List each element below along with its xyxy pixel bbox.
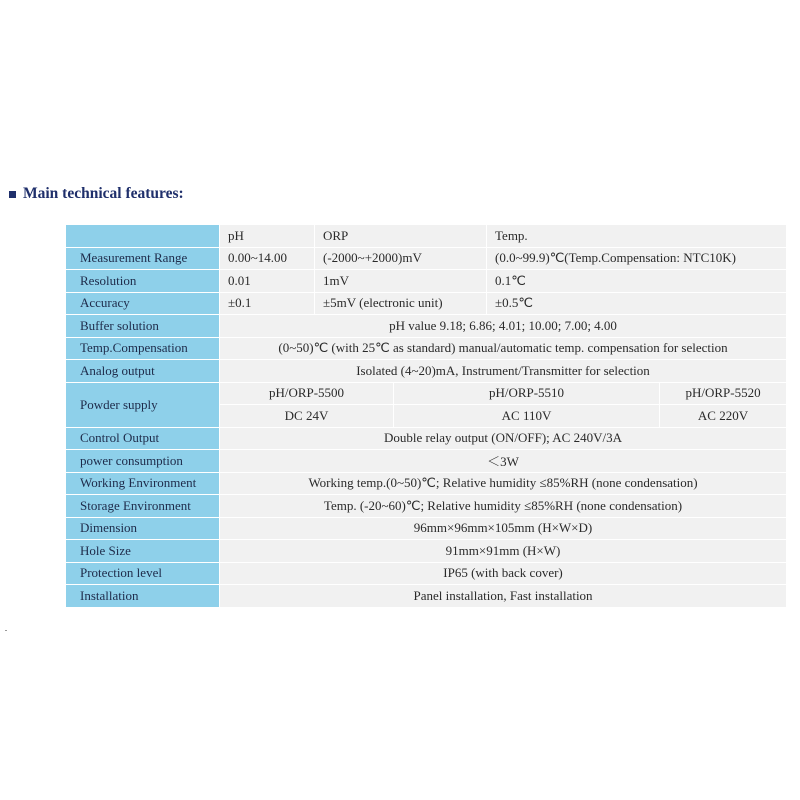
row-value: (0~50)℃ (with 25℃ as standard) manual/automatic temp. compensation for selection bbox=[220, 337, 787, 360]
row-label: Powder supply bbox=[66, 382, 220, 427]
row-value: IP65 (with back cover) bbox=[220, 562, 787, 585]
row-label: Working Environment bbox=[66, 472, 220, 495]
row-label: Installation bbox=[66, 585, 220, 608]
voltage-5510: AC 110V bbox=[394, 405, 660, 428]
header-orp: ORP bbox=[315, 225, 487, 248]
row-value: 96mm×96mm×105mm (H×W×D) bbox=[220, 517, 787, 540]
table-row bbox=[66, 270, 787, 293]
table-header-row bbox=[66, 225, 787, 248]
header-empty-cell bbox=[66, 225, 220, 248]
row-value: pH value 9.18; 6.86; 4.01; 10.00; 7.00; 4.00 bbox=[220, 315, 787, 338]
ph-value: ±0.1 bbox=[220, 292, 315, 315]
table-row bbox=[66, 292, 787, 315]
ph-value: 0.01 bbox=[220, 270, 315, 293]
table-row bbox=[66, 247, 787, 270]
model-5510: pH/ORP-5510 bbox=[394, 382, 660, 405]
stray-mark bbox=[5, 630, 7, 631]
table-row bbox=[66, 382, 787, 405]
table-row bbox=[66, 427, 787, 450]
specs-table bbox=[65, 224, 787, 608]
temp-value: (0.0~99.9)℃(Temp.Compensation: NTC10K) bbox=[487, 247, 787, 270]
table-row bbox=[66, 337, 787, 360]
row-label: Control Output bbox=[66, 427, 220, 450]
voltage-5500: DC 24V bbox=[220, 405, 394, 428]
row-label: Measurement Range bbox=[66, 247, 220, 270]
orp-value: (-2000~+2000)mV bbox=[315, 247, 487, 270]
row-label: Accuracy bbox=[66, 292, 220, 315]
row-value: Temp. (-20~60)℃; Relative humidity ≤85%RH (none condensation) bbox=[220, 495, 787, 518]
row-value: ＜3W bbox=[220, 450, 787, 473]
header-temp: Temp. bbox=[487, 225, 787, 248]
row-value: Panel installation, Fast installation bbox=[220, 585, 787, 608]
square-bullet-icon bbox=[9, 191, 16, 198]
row-label: Analog output bbox=[66, 360, 220, 383]
row-label: Buffer solution bbox=[66, 315, 220, 338]
table-row bbox=[66, 495, 787, 518]
model-5500: pH/ORP-5500 bbox=[220, 382, 394, 405]
orp-value: 1mV bbox=[315, 270, 487, 293]
temp-value: ±0.5℃ bbox=[487, 292, 787, 315]
header-ph: pH bbox=[220, 225, 315, 248]
row-value: 91mm×91mm (H×W) bbox=[220, 540, 787, 563]
row-label: Storage Environment bbox=[66, 495, 220, 518]
table-row bbox=[66, 360, 787, 383]
table-row bbox=[66, 472, 787, 495]
table-row bbox=[66, 517, 787, 540]
table-row bbox=[66, 562, 787, 585]
table-row bbox=[66, 585, 787, 608]
table-row bbox=[66, 540, 787, 563]
row-label: Hole Size bbox=[66, 540, 220, 563]
section-heading-text: Main technical features: bbox=[23, 185, 184, 202]
row-label: Dimension bbox=[66, 517, 220, 540]
row-label: Protection level bbox=[66, 562, 220, 585]
row-label: power consumption bbox=[66, 450, 220, 473]
model-5520: pH/ORP-5520 bbox=[660, 382, 787, 405]
row-label: Temp.Compensation bbox=[66, 337, 220, 360]
row-value: Double relay output (ON/OFF); AC 240V/3A bbox=[220, 427, 787, 450]
voltage-5520: AC 220V bbox=[660, 405, 787, 428]
temp-value: 0.1℃ bbox=[487, 270, 787, 293]
row-value: Isolated (4~20)mA, Instrument/Transmitter for selection bbox=[220, 360, 787, 383]
section-heading bbox=[9, 185, 184, 203]
orp-value: ±5mV (electronic unit) bbox=[315, 292, 487, 315]
table-row bbox=[66, 450, 787, 473]
row-value: Working temp.(0~50)℃; Relative humidity ≤85%RH (none condensation) bbox=[220, 472, 787, 495]
row-label: Resolution bbox=[66, 270, 220, 293]
table-row bbox=[66, 315, 787, 338]
ph-value: 0.00~14.00 bbox=[220, 247, 315, 270]
